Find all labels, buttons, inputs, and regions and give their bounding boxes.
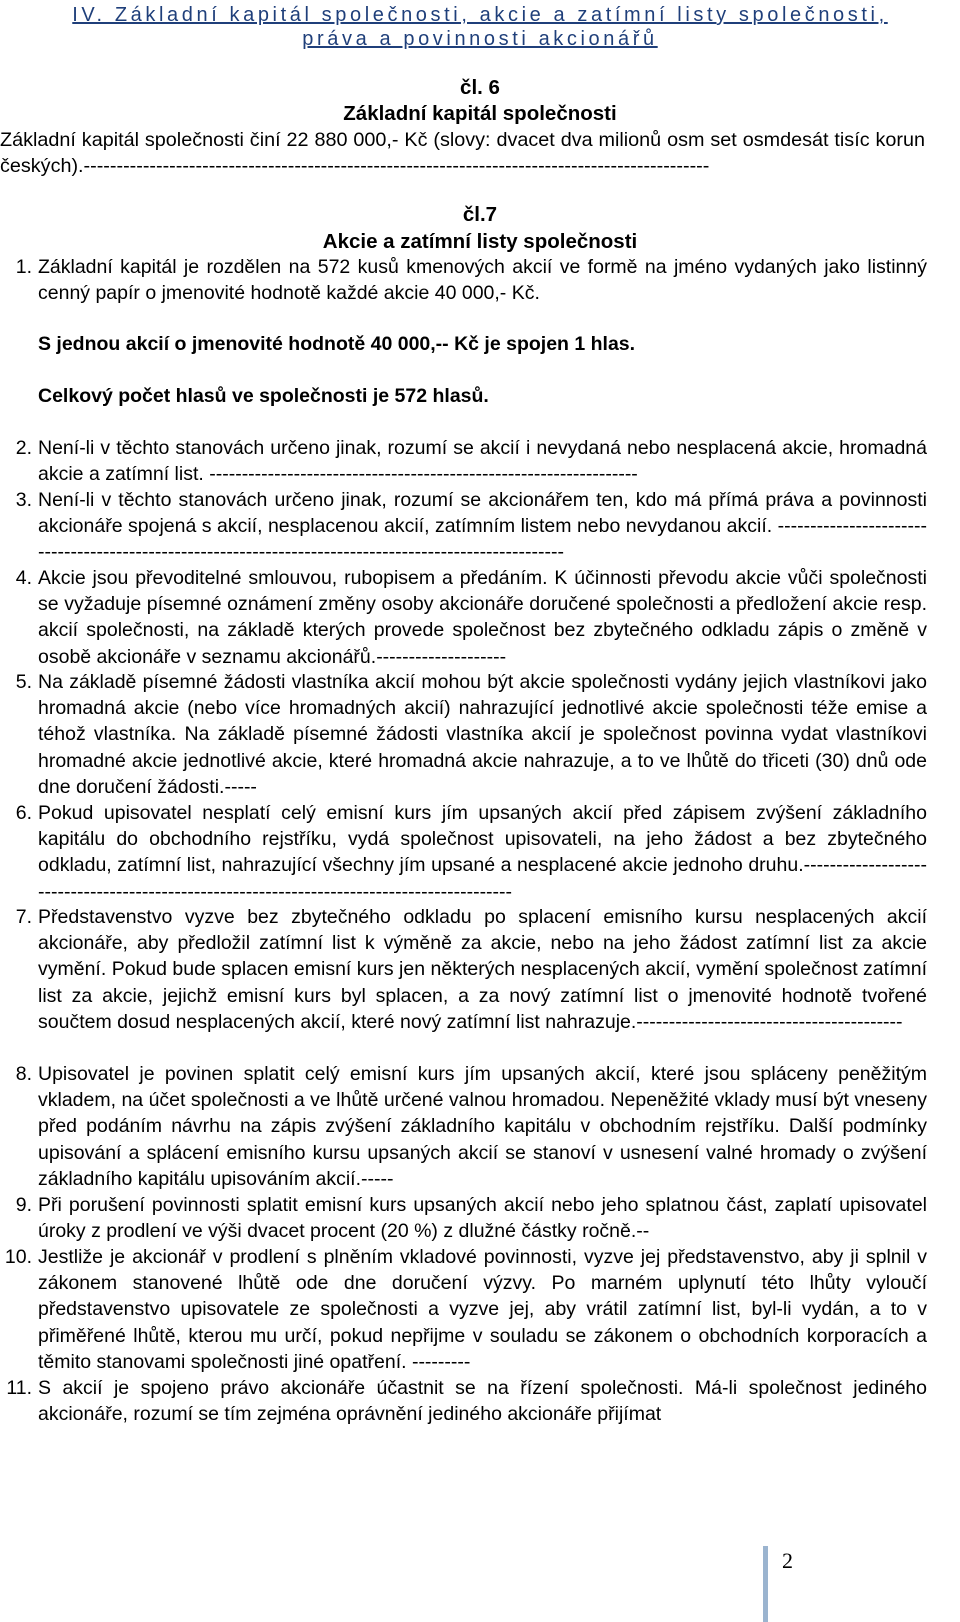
item-number: 10. — [4, 1246, 32, 1268]
item-text: Na základě písemné žádosti vlastníka akcií mohou být akcie společnosti vydány jejich vlastníkovi jako hromadná akcie (nebo více hromadných akcií) nahrazující jednotlivé akcie společnosti téže emise a téhož vlastníka. Na základě písemné žádosti vlastníka akcií je společnost povinna vydat vlastníkovi hromadné akcie jednotlivé akcie, které hromadná akcie nahrazuje, a to ve lhůtě do třiceti (30) dnů ode dne doručení žádosti.----- — [38, 671, 927, 798]
item-number: 9. — [15, 1194, 32, 1216]
article-6-title: Základní kapitál společnosti — [343, 102, 617, 125]
item-text: Pokud upisovatel nesplatí celý emisní kurs jím upsaných akcií před zápisem zvýšení základního kapitálu do obchodního rejstříku, vydá společnost upisovateli, na jeho žádost a bez zbytečného odkladu, zatímní list, nahrazující všechny jím upsané a nesplacené akcie jednoho druhu.-------------------------------------------------------------------------------------------- — [38, 802, 927, 903]
part-heading-line-1: IV. Základní kapitál společnosti, akcie a zatímní listy společnosti, — [72, 4, 888, 26]
article-7-number: čl.7 — [462, 203, 498, 226]
item-number: 5. — [15, 671, 32, 693]
item-text: Není-li v těchto stanovách určeno jinak, rozumí se akcionářem ten, kdo má přímá práva a povinnosti akcionáře spojená s akcií, nesplacenou akcií, zatímním listem nebo nevydanou akcií. -------------------------------------------------------------------------------------------------------- — [38, 489, 927, 564]
article-7-title: Akcie a zatímní listy společnosti — [322, 230, 638, 253]
item-text: Představenstvo vyzve bez zbytečného odkladu po splacení emisního kursu nesplacených akcií akcionáře, aby předložil zatímní list k výměně za akcie, nebo na jeho žádost zatímní list za akcie vymění. Pokud bude splacen emisní kurs jen některých nesplacených akcií, vymění společnost zatímní list za akcie, jejichž emisní kurs byl splacen, a za nový zatímní list o jmenovité hodnotě tvořené součtem dosud nesplacených akcií, které nový zatímní list nahrazuje.----------------------------------------- — [38, 906, 927, 1033]
item-text: Jestliže je akcionář v prodlení s plněním vkladové povinnosti, vyzve jej představenstvo, aby ji splnil v zákonem stanovené lhůtě ode dne doručení výzvy. Po marném uplynutí této lhůty vyloučí představenstvo upisovatele ze společnosti a vyzve jej, aby vrátil zatímní list, byl-li vydán, a to v přiměřené lhůtě, kterou mu určí, pokud nepřijme v souladu se zákonem o obchodních korporacích a těmito stanovami společnosti jiné opatření. --------- — [38, 1246, 927, 1373]
item-number: 1. — [15, 256, 32, 278]
part-heading-line-2: práva a povinnosti akcionářů — [302, 28, 658, 50]
item-number: 11. — [6, 1377, 32, 1399]
article-6-text: Základní kapitál společnosti činí 22 880 000,- Kč (slovy: dvacet dva milionů osm set osmdesát tisíc korun českých).----------------------------------------------------------------------------------------------- — [0, 129, 925, 178]
page-number: 2 — [782, 1548, 793, 1573]
item-number: 7. — [15, 906, 32, 928]
item-number: 8. — [15, 1063, 32, 1085]
item-text: Základní kapitál je rozdělen na 572 kusů kmenových akcií ve formě na jméno vydaných jako listinný cenný papír o jmenovité hodnotě každé akcie 40 000,- Kč. — [38, 256, 927, 305]
item-text: S akcií je spojeno právo akcionáře účastnit se na řízení společnosti. Má-li společnost jediného akcionáře, rozumí se tím zejména oprávnění jediného akcionáře přijímat — [38, 1377, 927, 1426]
item-number: 2. — [15, 437, 32, 459]
vote-statement: S jednou akcií o jmenovité hodnotě 40 000,-- Kč je spojen 1 hlas. — [38, 333, 636, 355]
total-votes-statement: Celkový počet hlasů ve společnosti je 572 hlasů. — [38, 385, 489, 407]
item-text: Akcie jsou převoditelné smlouvou, rubopisem a předáním. K účinnosti převodu akcie vůči společnosti se vyžaduje písemné oznámení změny osoby akcionáře doručené společnosti a předložení akcie resp. akcií společnosti, na základě kterých provede společnost bez zbytečného odkladu zápis o změně v osobě akcionáře v seznamu akcionářů.-------------------- — [38, 567, 927, 668]
item-number: 3. — [15, 489, 32, 511]
item-text: Není-li v těchto stanovách určeno jinak, rozumí se akcií i nevydaná nebo nesplacená akcie, hromadná akcie a zatímní list. ------------------------------------------------------------------ — [38, 437, 927, 486]
item-text: Upisovatel je povinen splatit celý emisní kurs jím upsaných akcií, které jsou spláceny peněžitým vkladem, na účet společnosti a ve lhůtě určené valnou hromadou. Nepeněžité vklady musí být vneseny před podáním návrhu na zápis zvýšení základního kapitálu v obchodním rejstříku. Další podmínky upisování a splácení emisního kursu upsaných akcií se stanoví v usnesení valné hromady o zvýšení základního kapitálu upisováním akcií.----- — [38, 1063, 927, 1190]
item-text: Při porušení povinnosti splatit emisní kurs upsaných akcií nebo jeho splatnou část, zaplatí upisovatel úroky z prodlení ve výši dvacet procent (20 %) z dlužné částky ročně.-- — [38, 1194, 927, 1243]
item-number: 6. — [15, 802, 32, 824]
item-number: 4. — [15, 567, 32, 589]
footer-divider — [763, 1546, 768, 1622]
article-6-number: čl. 6 — [460, 76, 500, 99]
